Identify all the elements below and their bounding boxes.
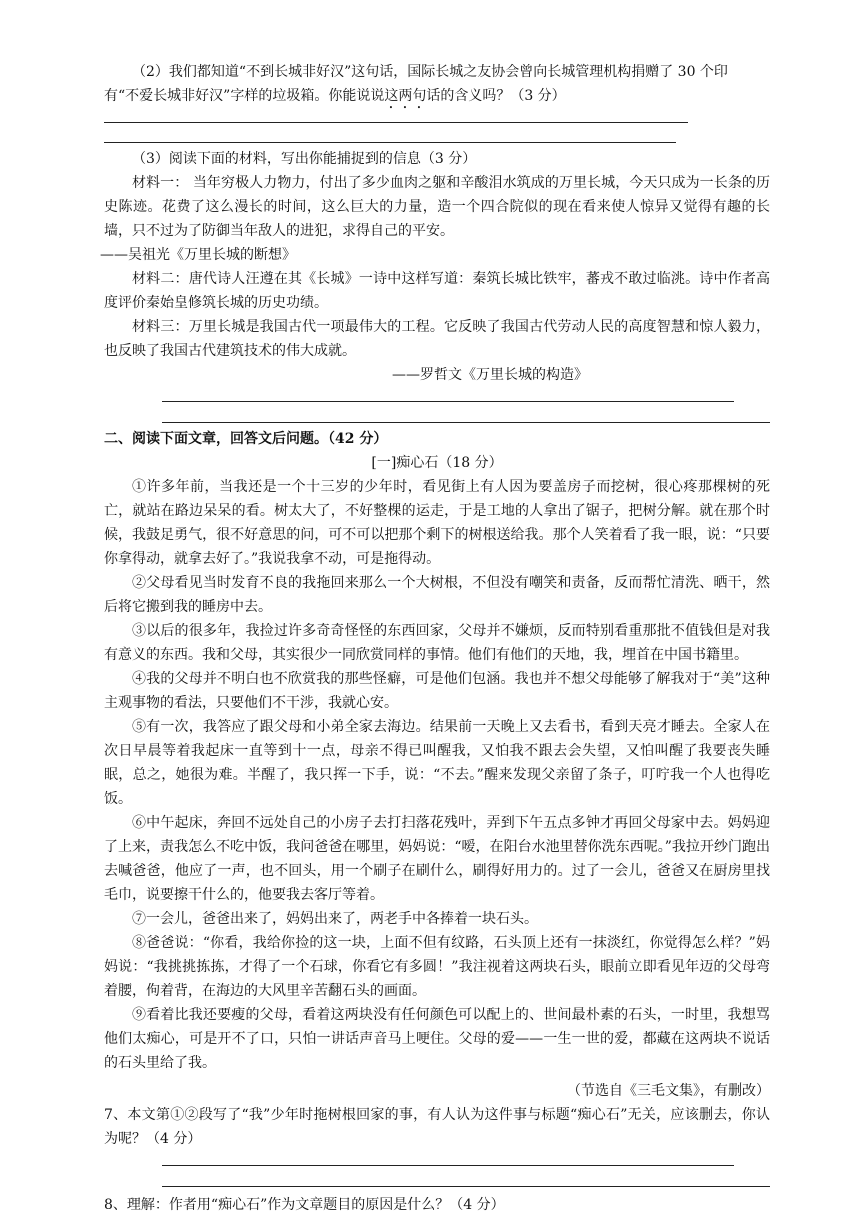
article-paragraph-6: ⑥中午起床，奔回不远处自己的小房子去打扫落花残叶，弄到下午五点多钟才再回父母家中去。妈妈迎了上来，责我怎么不吃中饭，我问爸爸在哪里，妈妈说：“嗳，在阳台水池里替你洗东西呢。”我拉开纱门跑出去喊爸爸，他应了一声，也不回头，用一个刷子在刷什么，刷得好用力的。过了一会儿，爸爸又在厨房里找毛巾，说要擦干什么的，他要我去客厅等着。	[104, 815, 770, 903]
answer-line[interactable]	[162, 401, 734, 402]
article-paragraph-5: ⑤有一次，我答应了跟父母和小弟全家去海边。结果前一天晚上又去看书，看到天亮才睡去。全家人在次日早晨等着我起床一直等到十一点，母亲不得已叫醒我，又怕我不跟去会失望，又怕叫醒了我要丧失睡眠，总之，她很为难。半醒了，我只挥一下手，说：“不去。”醒来发现父亲留了条子，叮咛我一个人也得吃饭。	[104, 719, 770, 807]
material-1-source: ——吴祖光《万里长城的断想》	[100, 247, 296, 263]
article-title: [一]痴心石（18 分）	[371, 455, 503, 471]
question-2-line2-a: 有“不爱长城非好汉”字样的垃圾箱。你能说说	[104, 88, 385, 104]
article-paragraph-4: ④我的父母并不明白也不欣赏我的那些怪癖，可是他们包涵。我也并不想父母能够了解我对于“美”这种主观事物的看法，只要他们不干涉，我就心安。	[104, 671, 770, 711]
answer-line[interactable]	[162, 1186, 770, 1187]
answer-line[interactable]	[162, 1165, 734, 1166]
answer-line[interactable]	[104, 122, 688, 123]
material-2: 材料二：唐代诗人汪遵在其《长城》一诗中这样写道：秦筑长城比铁牢，蕃戎不敢过临洮。诗中作者高度评价秦始皇修筑长城的历史功绩。	[104, 271, 770, 311]
exam-page	[100, 60, 770, 1217]
answer-line[interactable]	[104, 142, 676, 143]
material-1: 材料一： 当年穷极人力物力，付出了多少血肉之躯和辛酸泪水筑成的万里长城，今天只成为一长条的历史陈迹。花费了这么漫长的时间，这么巨大的力量，造一个四合院似的现在看来使人惊异又觉得有趣的长墙，只不过为了防御当年敌人的进犯，求得自己的平安。	[104, 175, 770, 239]
material-3-source: ——罗哲文《万里长城的构造》	[392, 367, 588, 383]
article-paragraph-9: ⑨看着比我还要瘦的父母，看着这两块没有任何颜色可以配上的、世间最朴素的石头，一时里，我想骂他们太痴心，可是开不了口，只怕一讲话声音马上哽住。父母的爱——一生一世的爱，都藏在这两块不说话的石头里给了我。	[104, 1007, 770, 1071]
question-2-text	[104, 60, 770, 84]
question-3-title: （3）阅读下面的材料，写出你能捕捉到的信息（3 分）	[132, 151, 477, 167]
article-paragraph-7: ⑦一会儿，爸爸出来了，妈妈出来了，两老手中各捧着一块石头。	[132, 911, 538, 927]
question-8: 8、理解：作者用“痴心石”作为文章题目的原因是什么？（4 分）	[104, 1197, 505, 1213]
answer-line[interactable]	[162, 422, 770, 423]
section-2-heading: 二、阅读下面文章，回答文后问题。（42 分）	[104, 431, 388, 447]
question-7: 7、本文第①②段写了“我”少年时拖树根回家的事，有人认为这件事与标题“痴心石”无关，应该删去，你认为呢？（4 分）	[104, 1107, 770, 1147]
article-source: （节选自《三毛文集》，有删改）	[567, 1083, 770, 1099]
article-paragraph-8: ⑧爸爸说：“你看，我给你捡的这一块，上面不但有纹路，石头顶上还有一抹淡红，你觉得怎么样？”妈妈说：“我挑挑拣拣，才得了一个石球，你看它有多圆！”我注视着这两块石头，眼前立即看见年迈的父母弯着腰，佝着背，在海边的大风里辛苦翻石头的画面。	[104, 935, 770, 999]
emphasized-phrase: 这两句	[384, 88, 427, 104]
article-paragraph-2: ②父母看见当时发育不良的我拖回来那么一个大树根，不但没有嘲笑和责备，反而帮忙清洗、晒干，然后将它搬到我的睡房中去。	[104, 575, 770, 615]
question-2-line1: （2）我们都知道“不到长城非好汉”这句话，国际长城之友协会曾向长城管理机构捐赠了 30 个印	[132, 64, 728, 80]
article-paragraph-1: ①许多年前，当我还是一个十三岁的少年时，看见街上有人因为要盖房子而挖树，很心疼那棵树的死亡，就站在路边呆呆的看。树太大了，不好整棵的运走，于是工地的人拿出了锯子，把树分解。就在那个时候，我鼓足勇气，很不好意思的问，可不可以把那个剩下的树根送给我。那个人笑着看了我一眼，说：“只要你拿得动，就拿去好了。”我说我拿不动，可是拖得动。	[104, 479, 770, 567]
material-3: 材料三：万里长城是我国古代一项最伟大的工程。它反映了我国古代劳动人民的高度智慧和惊人毅力，也反映了我国古代建筑技术的伟大成就。	[104, 319, 770, 359]
article-paragraph-3: ③以后的很多年，我捡过许多奇奇怪怪的东西回家，父母并不嫌烦，反而特别看重那批不值钱但是对我有意义的东西。我和父母，其实很少一同欣赏同样的事情。他们有他们的天地，我，埋首在中国书籍里。	[104, 623, 770, 663]
question-2-line2-b: 话的含义吗？（3 分）	[426, 88, 566, 104]
question-2-line2	[104, 84, 770, 112]
